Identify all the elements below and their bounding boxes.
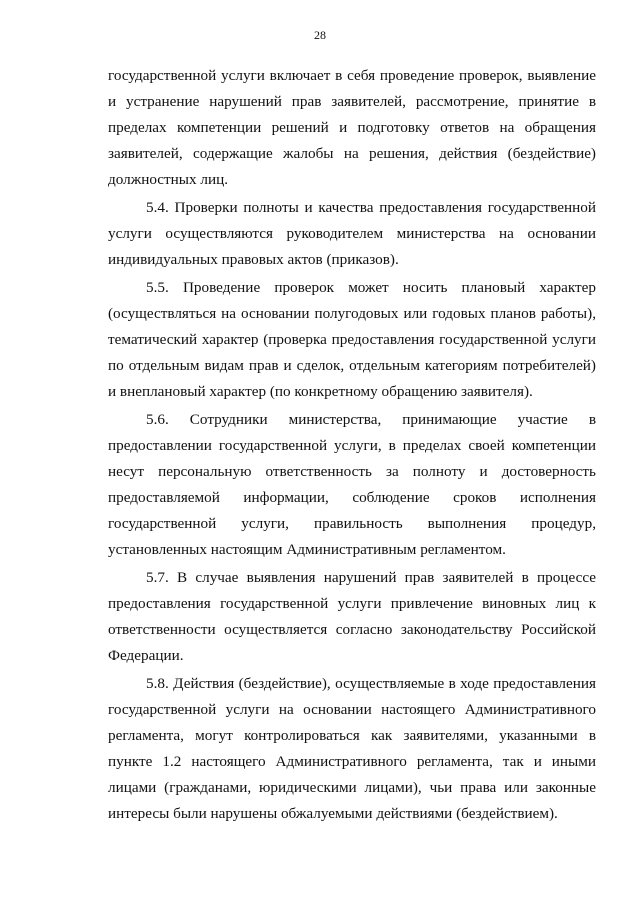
page-number: 28	[314, 28, 326, 42]
paragraph-5-7: 5.7. В случае выявления нарушений прав заявителей в процессе предоставления государственной услуги привлечение виновных лиц к ответственности осуществляется согласно законодательству Российской Федерации.	[108, 569, 596, 664]
paragraph-5-6: 5.6. Сотрудники министерства, принимающие участие в предоставлении государственной услуги, в пределах своей компетенции несут персональную ответственность за полноту и достоверность предоставляемой информации, соблюдение сроков исполнения государственной услуги, правильность выполнения процедур, установленных настоящим Административным регламентом.	[108, 411, 596, 558]
document-body	[108, 63, 596, 827]
paragraph-5-4: 5.4. Проверки полноты и качества предоставления государственной услуги осуществляются руководителем министерства на основании индивидуальных правовых актов (приказов).	[108, 199, 596, 268]
paragraph-5-5: 5.5. Проведение проверок может носить плановый характер (осуществляться на основании полугодовых или годовых планов работы), тематический характер (проверка предоставления государственной услуги по отдельным видам прав и сделок, отдельным категориям потребителей) и внеплановый характер (по конкретному обращению заявителя).	[108, 279, 596, 400]
paragraph-5-8: 5.8. Действия (бездействие), осуществляемые в ходе предоставления государственной услуги на основании настоящего Административного регламента, могут контролироваться как заявителями, указанными в пункте 1.2 настоящего Административного регламента, так и иными лицами (гражданами, юридическими лицами), чьи права или законные интересы были нарушены обжалуемыми действиями (бездействием).	[108, 675, 596, 822]
paragraph-continuation: государственной услуги включает в себя проведение проверок, выявление и устранение нарушений прав заявителей, рассмотрение, принятие в пределах компетенции решений и подготовку ответов на обращения заявителей, содержащие жалобы на решения, действия (бездействие) должностных лиц.	[108, 67, 596, 188]
